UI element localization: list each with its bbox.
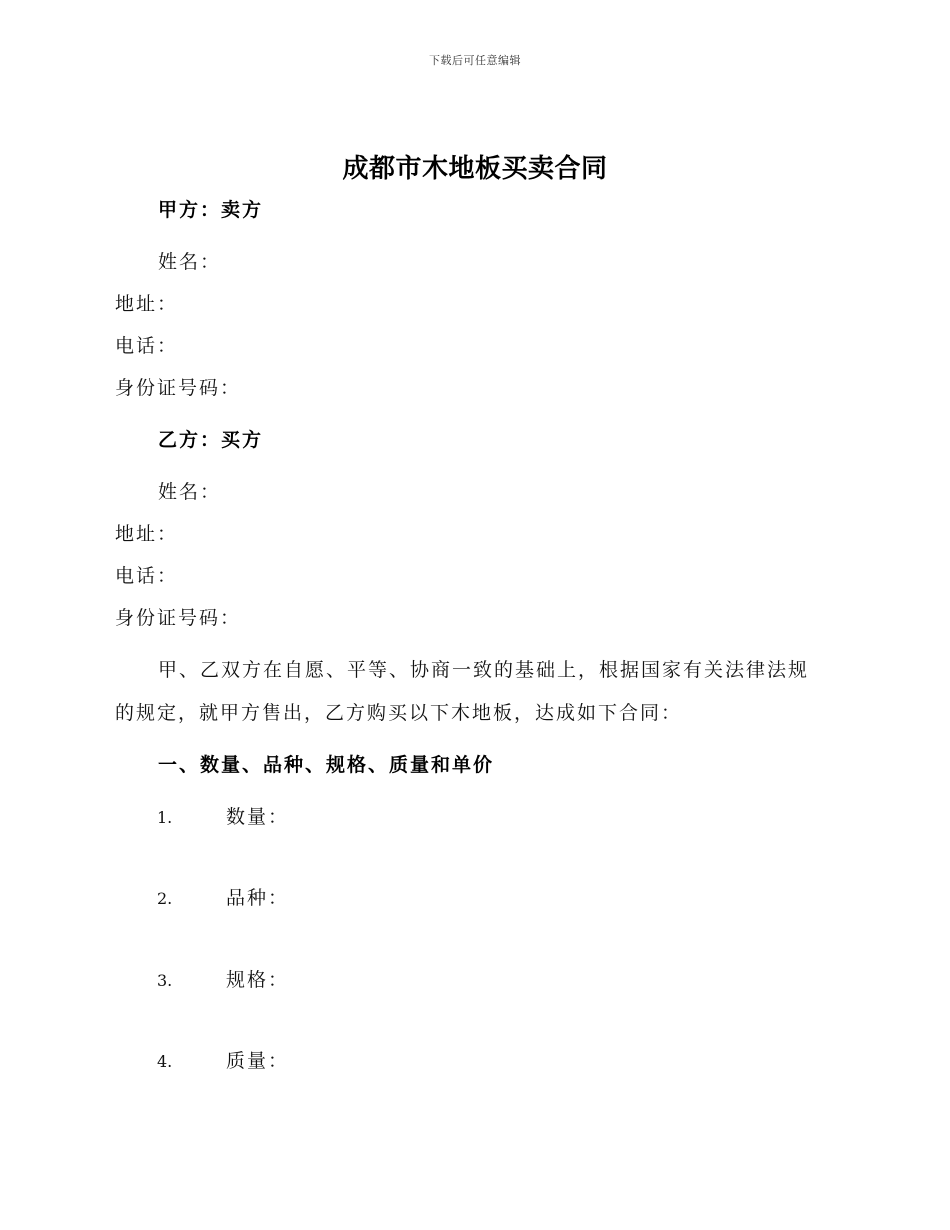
party-b-heading: 乙方：买方 — [158, 429, 264, 451]
item-variety-label: 品种： — [226, 887, 290, 909]
document-title: 成都市木地板买卖合同 — [342, 154, 608, 184]
party-b-name-label: 姓名： — [158, 481, 222, 503]
item-number: 4. — [157, 1052, 173, 1071]
section-1-heading: 一、数量、品种、规格、质量和单价 — [158, 754, 495, 776]
header-note: 下载后可任意编辑 — [429, 54, 521, 67]
item-number: 1. — [157, 808, 173, 827]
party-a-address-label: 地址： — [115, 293, 179, 315]
party-b-address-label: 地址： — [115, 523, 179, 545]
item-number: 2. — [157, 889, 173, 908]
intro-paragraph-line-1: 甲、乙双方在自愿、平等、协商一致的基础上，根据国家有关法律法规 — [158, 659, 810, 681]
item-quality-label: 质量： — [226, 1050, 290, 1072]
party-a-name-label: 姓名： — [158, 251, 222, 273]
party-b-phone-label: 电话： — [115, 565, 179, 587]
item-number: 3. — [157, 971, 173, 990]
party-a-id-label: 身份证号码： — [115, 377, 242, 399]
party-a-phone-label: 电话： — [115, 335, 179, 357]
party-a-heading: 甲方：卖方 — [158, 199, 264, 221]
item-spec-label: 规格： — [226, 969, 290, 991]
party-b-id-label: 身份证号码： — [115, 607, 242, 629]
item-quantity-label: 数量： — [226, 806, 290, 828]
intro-paragraph-line-2: 的规定，就甲方售出，乙方购买以下木地板，达成如下合同： — [115, 702, 683, 724]
